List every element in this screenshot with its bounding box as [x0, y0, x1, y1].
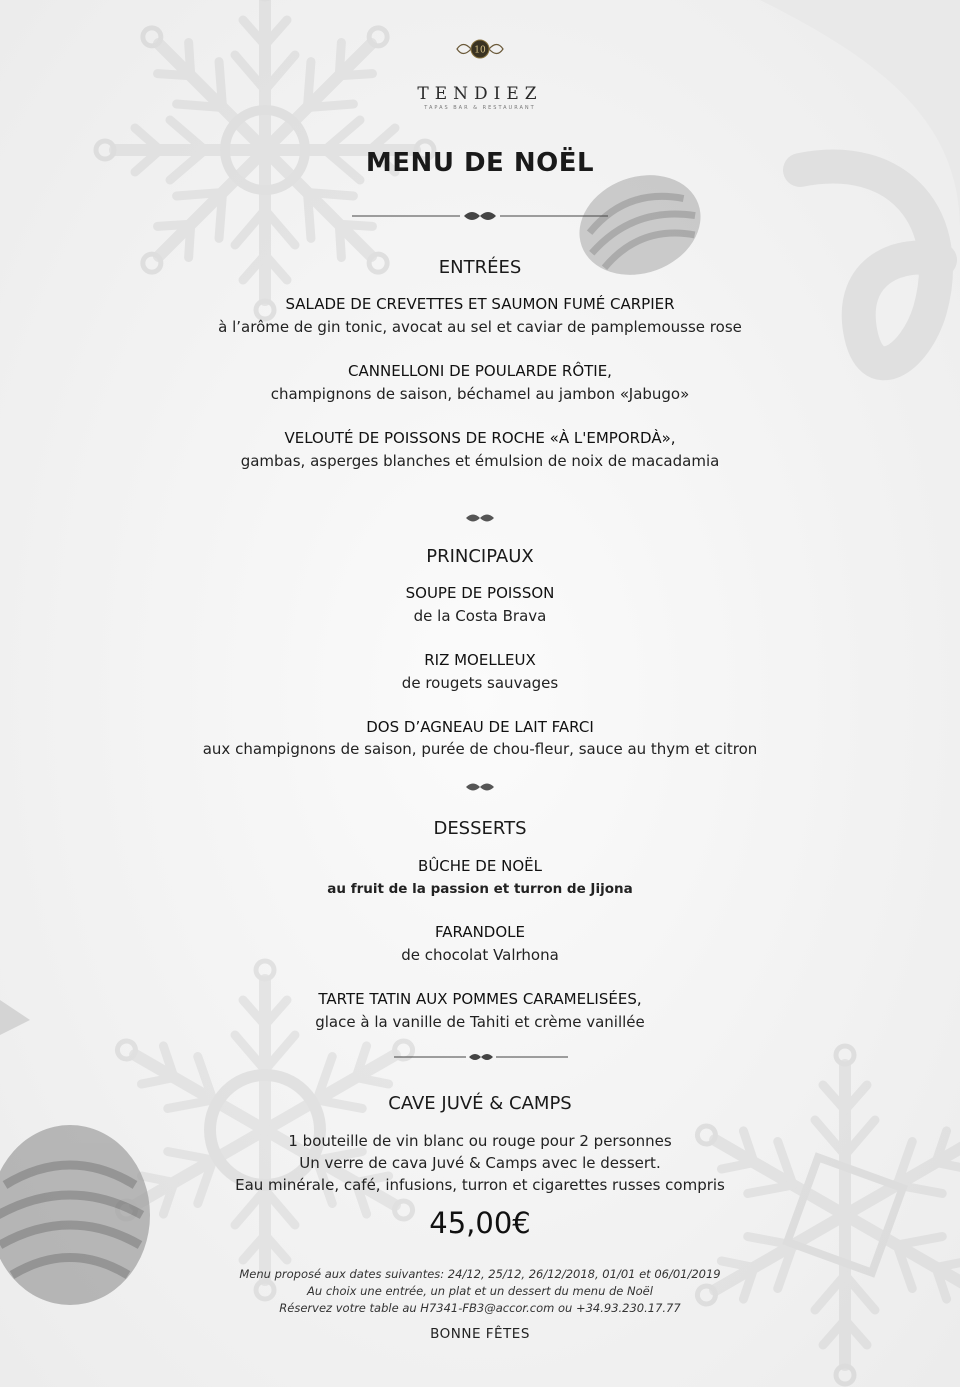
footnote-choice: Au choix une entrée, un plat et un dessert du menu de Noël [307, 1284, 653, 1298]
section-title-entrees: ENTRÉES [438, 257, 522, 278]
cave-line: Un verre de cava Juvé & Camps avec le dessert. [299, 1154, 661, 1172]
ornament-divider [352, 206, 608, 226]
dish-name: SALADE DE CREVETTES ET SAUMON FUMÉ CARPIER [285, 295, 675, 313]
dish-name: TARTE TATIN AUX POMMES CARAMELISÉES, [318, 990, 642, 1008]
section-title-principaux: PRINCIPAUX [426, 546, 534, 567]
dish-name: BÛCHE DE NOËL [418, 857, 542, 875]
dish-description: de rougets sauvages [401, 674, 559, 692]
dish-description: gambas, asperges blanches et émulsion de noix de macadamia [240, 452, 720, 470]
farewell-text: BONNE FÊTES [430, 1326, 530, 1342]
footnote-dates: Menu proposé aux dates suivantes: 24/12, 25/12, 26/12/2018, 01/01 et 06/01/2019 [239, 1267, 721, 1281]
cave-line: 1 bouteille de vin blanc ou rouge pour 2 personnes [288, 1132, 672, 1150]
dish-description: de la Costa Brava [413, 607, 547, 625]
dish-name: DOS D’AGNEAU DE LAIT FARCI [366, 718, 594, 736]
brand-tagline: TAPAS BAR & RESTAURANT [424, 105, 536, 111]
dish-name: SOUPE DE POISSON [405, 584, 555, 602]
dish-name: VELOUTÉ DE POISSONS DE ROCHE «À L'EMPORDÀ», [284, 429, 676, 447]
ornament-divider [394, 1049, 568, 1065]
logo-emblem-icon [455, 36, 505, 62]
cave-line: Eau minérale, café, infusions, turron et cigarettes russes compris [235, 1176, 725, 1194]
dish-name: RIZ MOELLEUX [424, 651, 536, 669]
menu-title: MENU DE NOËL [365, 148, 595, 178]
dish-description: champignons de saison, béchamel au jambon «Jabugo» [270, 385, 690, 403]
dish-name: CANNELLONI DE POULARDE RÔTIE, [348, 362, 612, 380]
footnote-reservation: Réservez votre table au H7341-FB3@accor.com ou +34.93.230.17.77 [279, 1301, 681, 1315]
dish-description: de chocolat Valrhona [401, 946, 559, 964]
brand-name: TENDIEZ [417, 84, 543, 104]
logo-emblem-number: 10 [474, 45, 486, 56]
ornament-small-icon [464, 511, 496, 525]
dish-description: à l’arôme de gin tonic, avocat au sel et caviar de pamplemousse rose [218, 318, 742, 336]
ornament-small-icon [464, 780, 496, 794]
dish-description: au fruit de la passion et turron de Jijona [327, 881, 633, 897]
menu-price: 45,00€ [429, 1206, 531, 1240]
dish-description: aux champignons de saison, purée de chou-fleur, sauce au thym et citron [202, 740, 758, 758]
section-title-desserts: DESSERTS [433, 818, 527, 839]
section-title-cave: CAVE JUVÉ & CAMPS [388, 1093, 572, 1114]
dish-description: glace à la vanille de Tahiti et crème vanillée [315, 1013, 645, 1031]
dish-name: FARANDOLE [435, 923, 525, 941]
